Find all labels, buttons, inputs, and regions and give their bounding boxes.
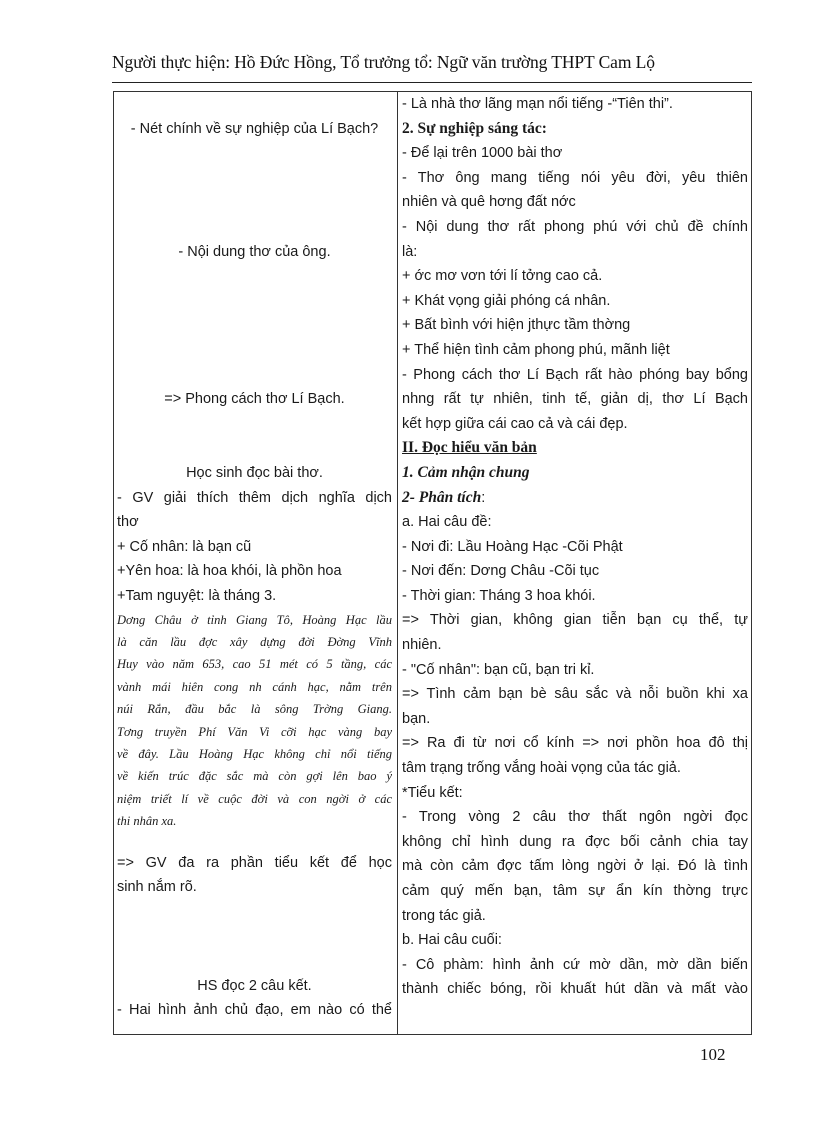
content-line: *Tiểu kết:	[402, 784, 463, 801]
content-line: nhiên và quê hơng đất nớc	[402, 194, 576, 211]
gv-explain-line: - GV giải thích thêm dịch nghĩa dịch	[117, 489, 392, 506]
content-line: a. Hai câu đề:	[402, 514, 492, 531]
question-images: - Hai hình ảnh chủ đạo, em nào có thể	[117, 1002, 392, 1019]
content-line: - Nội dung thơ rất phong phú với chủ đề chính	[402, 218, 748, 235]
blank-space	[117, 264, 392, 387]
content-line: - Nơi đi: Lầu Hoàng Hạc -Cõi Phật	[402, 538, 623, 555]
blank-space	[117, 833, 392, 851]
gloss-item: +Yên hoa: là hoa khói, là phồn hoa	[117, 563, 342, 580]
heading-section-2: II. Đọc hiểu văn bản	[402, 439, 537, 457]
content-line: + Khát vọng giải phóng cá nhân.	[402, 292, 611, 309]
note-line: Tơng truyền Phí Văn Vi cỡi hạc vàng bay	[117, 724, 392, 739]
content-line: - Để lại trên 1000 bài thơ	[402, 145, 563, 162]
blank-space	[117, 412, 392, 461]
note-line: núi Rắn, đầu bắc là sông Trờng Giang.	[117, 702, 392, 717]
teacher-activity-column	[117, 92, 392, 1023]
content-line: - "Cố nhân": bạn cũ, bạn tri kỉ.	[402, 661, 595, 678]
column-divider	[397, 91, 398, 1035]
note-line: là căn lầu đợc xây dựng đời Đờng Vĩnh	[117, 634, 392, 649]
content-line: nhiên.	[402, 637, 442, 654]
content-line: - Nơi đến: Dơng Châu -Cõi tục	[402, 563, 600, 580]
content-line: trong tác giả.	[402, 907, 486, 924]
blank-line	[117, 92, 392, 117]
content-line: tâm trạng trống vắng hoài vọng của tác giả.	[402, 760, 681, 777]
note-line: niệm triết lí về cuộc đời và con ngời ở các	[117, 791, 392, 806]
gv-summary-line: sinh nắm rõ.	[117, 879, 197, 896]
content-line: => Ra đi từ nơi cổ kính => nơi phồn hoa đô thị	[402, 735, 748, 752]
content-line: không chỉ hình dung ra đợc bối cảnh chia tay	[402, 833, 748, 850]
content-column	[402, 92, 748, 1002]
content-line: - Phong cách thơ Lí Bạch rất hào phóng bay bổng	[402, 366, 748, 383]
heading-general: 1. Cảm nhận chung	[402, 463, 530, 481]
content-line: - Thời gian: Tháng 3 hoa khói.	[402, 587, 596, 604]
heading-analysis-colon: :	[481, 489, 486, 506]
instruction-hs-read: HS đọc 2 câu kết.	[197, 977, 312, 994]
gloss-item: + Cố nhân: là bạn cũ	[117, 538, 252, 555]
question-content: - Nội dung thơ của ông.	[178, 243, 331, 260]
historical-note	[117, 609, 392, 833]
content-line: kết hợp giữa cái cao cả và cái đẹp.	[402, 415, 628, 432]
content-line: => Thời gian, không gian tiễn bạn cụ thể, tự	[402, 612, 748, 629]
gloss-item: +Tam nguyệt: là tháng 3.	[117, 587, 277, 604]
note-line: vành mái hiên cong nh cánh hạc, nằm trên	[117, 679, 392, 694]
blank-space	[117, 900, 392, 974]
heading-career: 2. Sự nghiệp sáng tác:	[402, 119, 547, 137]
question-career: - Nét chính về sự nghiệp của Lí Bạch?	[130, 120, 379, 137]
content-line: mà còn cảm đợc tấm lòng ngời ở lại. Đó là tình	[402, 858, 748, 875]
content-line: + Bất bình với hiện jthực tầm thờng	[402, 317, 631, 334]
page-number: 102	[700, 1045, 726, 1064]
content-line: thành chiếc bóng, rồi khuất hút dần và mất vào	[402, 981, 748, 998]
content-line: + ớc mơ vơn tới lí tởng cao cả.	[402, 268, 603, 285]
instruction-read-poem: Học sinh đọc bài thơ.	[186, 464, 323, 481]
blank-space	[117, 141, 392, 239]
header-rule	[112, 82, 752, 83]
note-line: về đây. Lầu Hoàng Hạc không chỉ nổi tiếng	[117, 746, 392, 761]
content-line: - Thơ ông mang tiếng nói yêu đời, yêu thiên	[402, 169, 748, 186]
content-line: - Trong vòng 2 câu thơ thất ngôn ngời đọc	[402, 809, 748, 826]
note-line: Huy vào năm 653, cao 51 mét có 5 tầng, các	[117, 657, 392, 672]
content-line: - Là nhà thơ lãng mạn nổi tiếng -“Tiên thi”.	[402, 96, 673, 112]
content-line: cảm quý mến bạn, tâm sự ẩn kín thờng trực	[402, 883, 748, 899]
content-line: là:	[402, 243, 418, 260]
gv-explain-line: thơ	[117, 514, 139, 531]
gv-summary-line: => GV đa ra phần tiểu kết để học	[117, 854, 392, 871]
content-line: b. Hai câu cuối:	[402, 932, 502, 949]
page-header: Người thực hiện: Hồ Đức Hồng, Tổ trưởng tổ: Ngữ văn trường THPT Cam Lộ	[112, 52, 655, 72]
content-line: bạn.	[402, 710, 431, 727]
content-line: => Tình cảm bạn bè sâu sắc và nỗi buồn khi xa	[402, 686, 748, 703]
content-line: + Thể hiện tình cảm phong phú, mãnh liệt	[402, 341, 670, 358]
content-line: nhng rất tự nhiên, tinh tế, giản dị, thơ Lí Bạch	[402, 391, 748, 408]
note-line: Dơng Châu ở tỉnh Giang Tô, Hoàng Hạc lầu	[117, 612, 392, 627]
note-line: thi nhân xa.	[117, 814, 177, 829]
heading-analysis: 2- Phân tích	[402, 488, 482, 506]
question-style: => Phong cách thơ Lí Bạch.	[164, 391, 345, 408]
content-line: - Cô phàm: hình ảnh cứ mờ dần, mờ dần biến	[402, 956, 748, 973]
note-line: về kiến trúc đặc sắc mà còn gợi lên bao ý	[117, 769, 392, 784]
